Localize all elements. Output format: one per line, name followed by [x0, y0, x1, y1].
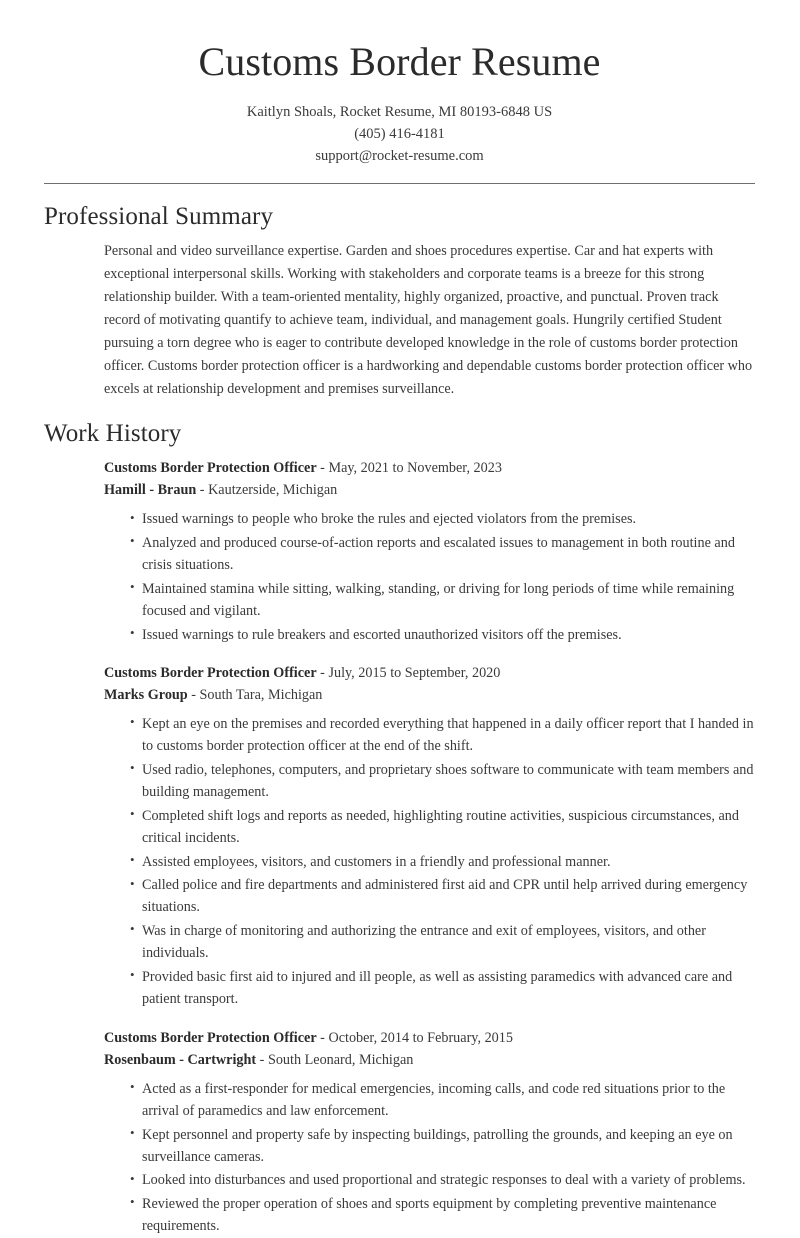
job-bullet: • Looked into disturbances and used proportional and strategic responses to deal with a variety of problems.: [130, 1169, 755, 1191]
job-title-line: [104, 457, 755, 479]
job-bullet: • Assisted employees, visitors, and customers in a friendly and professional manner.: [130, 851, 755, 873]
section-professional-summary: [44, 202, 755, 401]
job-company-line: [104, 479, 755, 501]
job-company: Marks Group: [104, 686, 188, 703]
job-bullet: • Analyzed and produced course-of-action reports and escalated issues to management in both routine and crisis situations.: [130, 532, 755, 577]
job-location: South Leonard, Michigan: [267, 1051, 414, 1068]
summary-body: [44, 240, 755, 401]
job-company-line: [104, 1049, 755, 1071]
section-work-history: [44, 419, 755, 1237]
contact-block: [44, 101, 755, 168]
job-bullet: • Used radio, telephones, computers, and proprietary shoes software to communicate with team members and building management.: [130, 759, 755, 804]
job-bullet: • Completed shift logs and reports as needed, highlighting routine activities, suspicious circumstances, and critical incidents.: [130, 805, 755, 850]
job-bullet: • Kept an eye on the premises and recorded everything that happened in a daily officer report that I handed in to customs border protection officer at the end of the shift.: [130, 713, 755, 758]
job-bullet: • Issued warnings to people who broke the rules and ejected violators from the premises.: [130, 508, 755, 530]
job-role: Customs Border Protection Officer: [104, 1029, 317, 1046]
job-role: Customs Border Protection Officer: [104, 664, 317, 681]
contact-phone: (405) 416-4181: [354, 125, 445, 142]
job-list: [104, 457, 755, 1237]
job-entry: [104, 457, 755, 646]
job-company: Hamill - Braun: [104, 482, 197, 499]
job-title-separator: -: [316, 1029, 329, 1046]
job-dates: October, 2014 to February, 2015: [328, 1029, 513, 1046]
job-company-separator: -: [256, 1051, 268, 1068]
job-title-separator: -: [316, 664, 329, 681]
job-bullet: • Called police and fire departments and administered first aid and CPR until help arrived during emergency situations.: [130, 874, 755, 919]
section-heading-summary: Professional Summary: [44, 203, 274, 231]
job-bullet: • Maintained stamina while sitting, walking, standing, or driving for long periods of time while remaining focused and vigilant.: [130, 578, 755, 623]
job-dates: May, 2021 to November, 2023: [328, 460, 502, 477]
job-bullet-list: [104, 1078, 755, 1238]
job-title-line: [104, 1027, 755, 1049]
job-bullet: • Acted as a first-responder for medical emergencies, incoming calls, and code red situations prior to the arrival of paramedics and law enforcement.: [130, 1078, 755, 1123]
job-company-separator: -: [187, 686, 200, 703]
job-company: Rosenbaum - Cartwright: [104, 1051, 257, 1068]
job-bullet: • Was in charge of monitoring and authorizing the entrance and exit of employees, visitors, and other individuals.: [130, 920, 755, 965]
job-title-line: [104, 662, 755, 684]
section-heading-work-history: Work History: [44, 420, 182, 448]
job-company-line: [104, 684, 755, 706]
job-entry: [104, 662, 755, 1011]
job-bullet: • Issued warnings to rule breakers and escorted unauthorized visitors off the premises.: [130, 624, 755, 646]
job-bullet: • Provided basic first aid to injured and ill people, as well as assisting paramedics with advanced care and patient transport.: [130, 966, 755, 1011]
job-title-separator: -: [316, 460, 329, 477]
job-entry: [104, 1027, 755, 1238]
job-location: South Tara, Michigan: [199, 686, 323, 703]
page-title: Customs Border Resume: [198, 39, 601, 84]
summary-text: Personal and video surveillance expertise. Garden and shoes procedures expertise. Car and hat experts with exceptional interpersonal skills. Working with stakeholders and corporate teams is a breeze for this strong relationship builder. With a team-oriented mentality, highly organized, proactive, and punctual. Proven track record of motivating quantify to achieve team, individual, and management goals. Hungrily certified Student pursuing a torn degree who is eager to contribute developed knowledge in the role of customs border protection officer. Customs border protection officer is a hardworking and dependable customs border protection officer who excels at relationship development and premises surveillance.: [104, 243, 753, 398]
contact-email: support@rocket-resume.com: [315, 148, 484, 165]
job-location: Kautzerside, Michigan: [208, 482, 338, 499]
job-bullet: • Kept personnel and property safe by inspecting buildings, patrolling the grounds, and keeping an eye on surveillance cameras.: [130, 1124, 755, 1169]
work-history-body: [44, 457, 755, 1237]
job-bullet: • Reviewed the proper operation of shoes and sports equipment by completing preventive maintenance requirements.: [130, 1193, 755, 1238]
job-bullet-list: [104, 508, 755, 646]
job-bullet-list: [104, 713, 755, 1011]
job-dates: July, 2015 to September, 2020: [328, 664, 501, 681]
header-divider: [44, 183, 755, 184]
job-role: Customs Border Protection Officer: [104, 460, 317, 477]
contact-address: Kaitlyn Shoals, Rocket Resume, MI 80193-6848 US: [246, 103, 553, 120]
job-company-separator: -: [196, 482, 209, 499]
